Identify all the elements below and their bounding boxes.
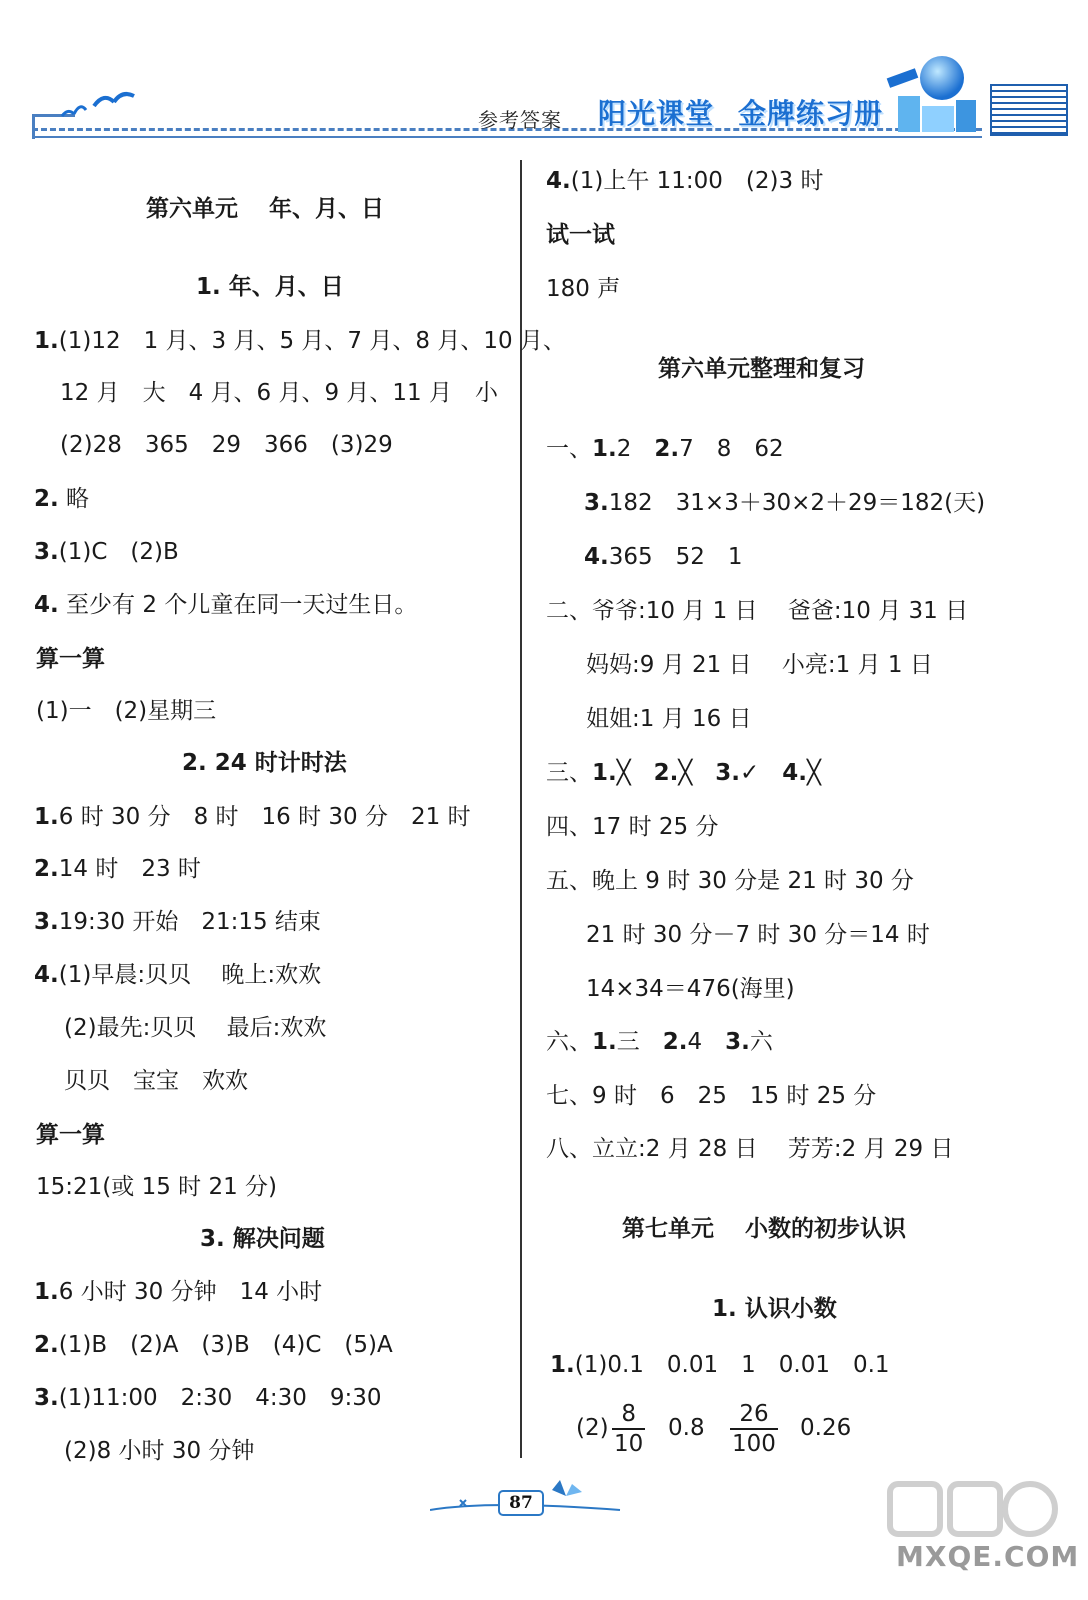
answer-line: 2.14 时 23 时 xyxy=(34,856,201,882)
fraction-8-10: $\frac{8}{10}$ xyxy=(614,1401,644,1457)
answer-line: 2. 略 xyxy=(34,486,90,512)
brand-title-left: 阳光课堂 xyxy=(598,97,715,130)
answer-line: 1.(1)0.1 0.01 1 0.01 0.1 xyxy=(550,1352,890,1378)
answer-line: (2)最先:贝贝 最后:欢欢 xyxy=(64,1015,327,1041)
answer-line: 四、17 时 25 分 xyxy=(546,814,719,840)
answer-line: 4.365 52 1 xyxy=(584,544,743,570)
answer-line: 2.(1)B (2)A (3)B (4)C (5)A xyxy=(34,1332,393,1358)
unit-heading: 第七单元 小数的初步认识 xyxy=(622,1216,907,1242)
watermark-text: MXQE.COM xyxy=(896,1540,1080,1573)
answer-line: 贝贝 宝宝 欢欢 xyxy=(64,1068,248,1094)
subsection-heading: 算一算 xyxy=(36,1122,105,1148)
brand-title-right: 金牌练习册 xyxy=(738,97,884,130)
answer-line: 姐姐:1 月 16 日 xyxy=(586,706,752,732)
answer-line: 二、爷爷:10 月 1 日 爸爸:10 月 31 日 xyxy=(546,598,969,624)
section-heading: 1. 认识小数 xyxy=(712,1296,837,1322)
answer-line: 1.6 时 30 分 8 时 16 时 30 分 21 时 xyxy=(34,804,471,830)
answer-line: 妈妈:9 月 21 日 小亮:1 月 1 日 xyxy=(586,652,933,678)
answer-line: 六、1.三 2.4 3.六 xyxy=(546,1029,773,1055)
answer-line: 4.(1)上午 11:00 (2)3 时 xyxy=(546,168,824,194)
section-heading: 第六单元整理和复习 xyxy=(658,356,865,382)
answer-line: 1.(1)12 1 月、3 月、5 月、7 月、8 月、10 月、 xyxy=(34,328,566,354)
answer-line: (2)28 365 29 366 (3)29 xyxy=(60,432,393,458)
fraction-26-100: $\frac{26}{100}$ xyxy=(732,1401,776,1457)
answer-line: 八、立立:2 月 28 日 芳芳:2 月 29 日 xyxy=(546,1136,954,1162)
answer-line: 4.(1)早晨:贝贝 晚上:欢欢 xyxy=(34,962,322,988)
answer-line: (2) xyxy=(576,1415,609,1441)
section-heading: 3. 解决问题 xyxy=(200,1226,325,1252)
answer-line: 3.182 31×3＋30×2＋29＝182(天) xyxy=(584,490,986,516)
birds-icon xyxy=(60,86,140,122)
answer-line: 0.26 xyxy=(800,1415,852,1441)
answer-line: 14×34＝476(海里) xyxy=(586,976,795,1002)
page-header xyxy=(0,0,1088,150)
unit-heading: 第六单元 年、月、日 xyxy=(146,196,385,222)
section-heading: 2. 24 时计时法 xyxy=(182,750,347,776)
header-stripe-block xyxy=(990,84,1068,136)
subsection-heading: 算一算 xyxy=(36,646,105,672)
answer-line: 4. 至少有 2 个儿童在同一天过生日。 xyxy=(34,592,418,618)
answer-line: 15:21(或 15 时 21 分) xyxy=(36,1174,278,1200)
answer-line: 3.19:30 开始 21:15 结束 xyxy=(34,909,321,935)
answer-line: 一、1.2 2.7 8 62 xyxy=(546,436,784,462)
subsection-heading: 试一试 xyxy=(546,222,615,248)
answer-line: 180 声 xyxy=(546,276,621,302)
answer-line: (1)一 (2)星期三 xyxy=(36,698,217,724)
answer-line: 3.(1)C (2)B xyxy=(34,539,179,565)
reference-answers-label: 参考答案 xyxy=(478,108,562,132)
answer-line: (2)8 小时 30 分钟 xyxy=(64,1438,255,1464)
answer-line: 21 时 30 分－7 时 30 分＝14 时 xyxy=(586,922,930,948)
answer-line: 0.8 xyxy=(668,1415,705,1441)
answer-line: 七、9 时 6 25 15 时 25 分 xyxy=(546,1083,877,1109)
header-solid-rule xyxy=(32,136,982,138)
answer-line: 1.6 小时 30 分钟 14 小时 xyxy=(34,1279,323,1305)
answer-line: 三、1.╳ 2.╳ 3.✓ 4.╳ xyxy=(546,760,821,786)
answer-line: 五、晚上 9 时 30 分是 21 时 30 分 xyxy=(546,868,914,894)
answer-line: 3.(1)11:00 2:30 4:30 9:30 xyxy=(34,1385,382,1411)
globe-telescope-icon xyxy=(880,50,980,136)
section-heading: 1. 年、月、日 xyxy=(196,274,344,300)
page-number: 87 xyxy=(498,1490,544,1516)
answer-line: 12 月 大 4 月、6 月、9 月、11 月 小 xyxy=(60,380,498,406)
